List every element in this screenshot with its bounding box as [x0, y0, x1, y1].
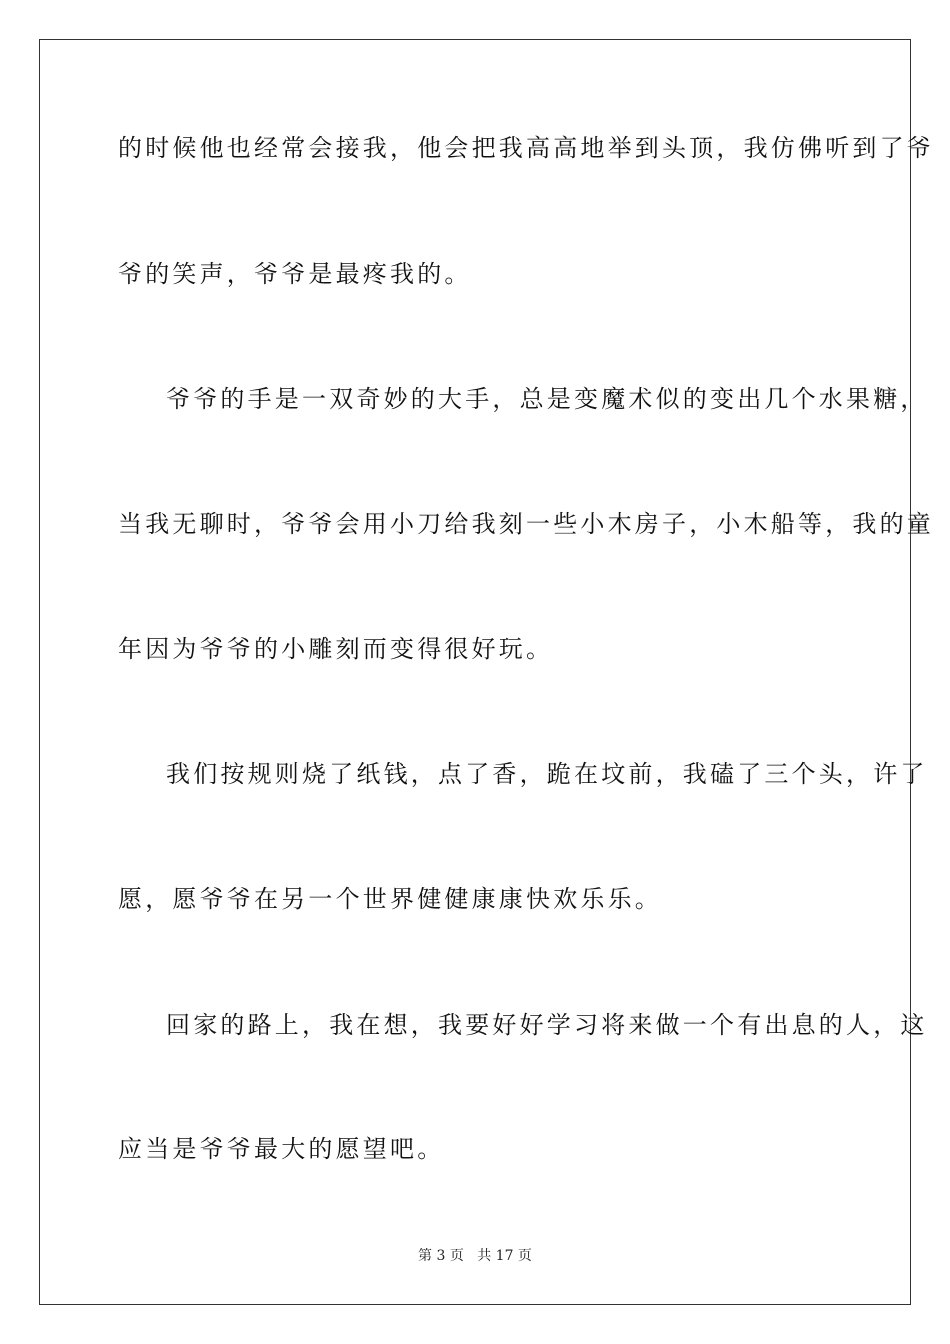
text-line: 年因为爷爷的小雕刻而变得很好玩。: [118, 635, 554, 663]
page-total: 共 17 页: [477, 1248, 532, 1264]
page-number: 第 3 页: [418, 1248, 464, 1264]
text-line: 爷爷的手是一双奇妙的大手，总是变魔术似的变出几个水果糖，: [166, 385, 928, 413]
text-line: 我们按规则烧了纸钱，点了香，跪在坟前，我磕了三个头，许了: [166, 760, 928, 788]
text-line: 回家的路上，我在想，我要好好学习将来做一个有出息的人，这: [166, 1011, 928, 1039]
text-line: 当我无聊时，爷爷会用小刀给我刻一些小木房子，小木船等，我的童: [118, 510, 934, 538]
page-border: [39, 39, 934, 1305]
text-line: 愿，愿爷爷在另一个世界健健康康快欢乐乐。: [118, 885, 662, 913]
page-footer: [0, 1247, 950, 1265]
text-line: 的时候他也经常会接我，他会把我高高地举到头顶，我仿佛听到了爷: [118, 134, 934, 162]
text-line: 应当是爷爷最大的愿望吧。: [118, 1135, 445, 1163]
text-line: 爷的笑声，爷爷是最疼我的。: [118, 260, 472, 288]
